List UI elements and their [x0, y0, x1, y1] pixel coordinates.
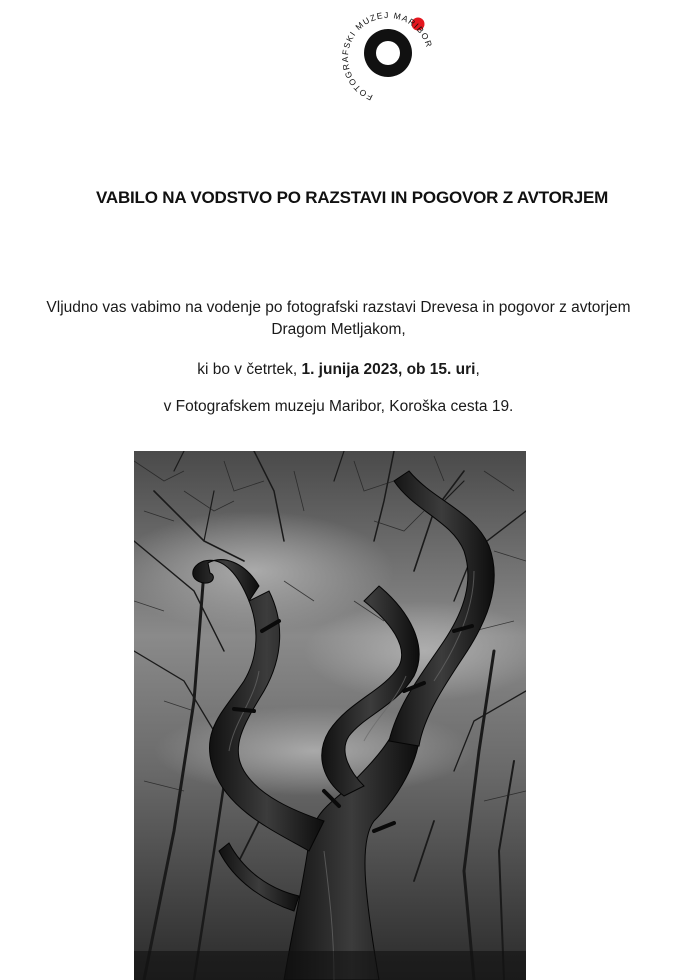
invitation-paragraph	[0, 297, 677, 341]
logo-text: FOTOGRAFSKI MUZEJ MARIBOR	[339, 9, 435, 103]
page-title: VABILO NA VODSTVO PO RAZSTAVI IN POGOVOR Z AVTORJEM	[96, 188, 609, 207]
tree-photograph	[134, 451, 526, 980]
camera-lens-logo-icon	[338, 8, 438, 108]
invitation-line-1: Vljudno vas vabimo na vodenje po fotografski razstavi Drevesa in pogovor z avtorjem	[46, 299, 631, 316]
date-prefix: ki bo v četrtek,	[197, 361, 302, 378]
museum-logo	[338, 8, 438, 108]
date-suffix: ,	[475, 361, 480, 378]
invitation-line-1b: Dragom Metljakom,	[271, 321, 406, 338]
location-line: v Fotografskem muzeju Maribor, Koroška cesta 19.	[163, 398, 514, 415]
date-line	[0, 359, 677, 381]
tree-image	[134, 451, 526, 980]
date-time: 1. junija 2023, ob 15. uri	[301, 361, 476, 378]
